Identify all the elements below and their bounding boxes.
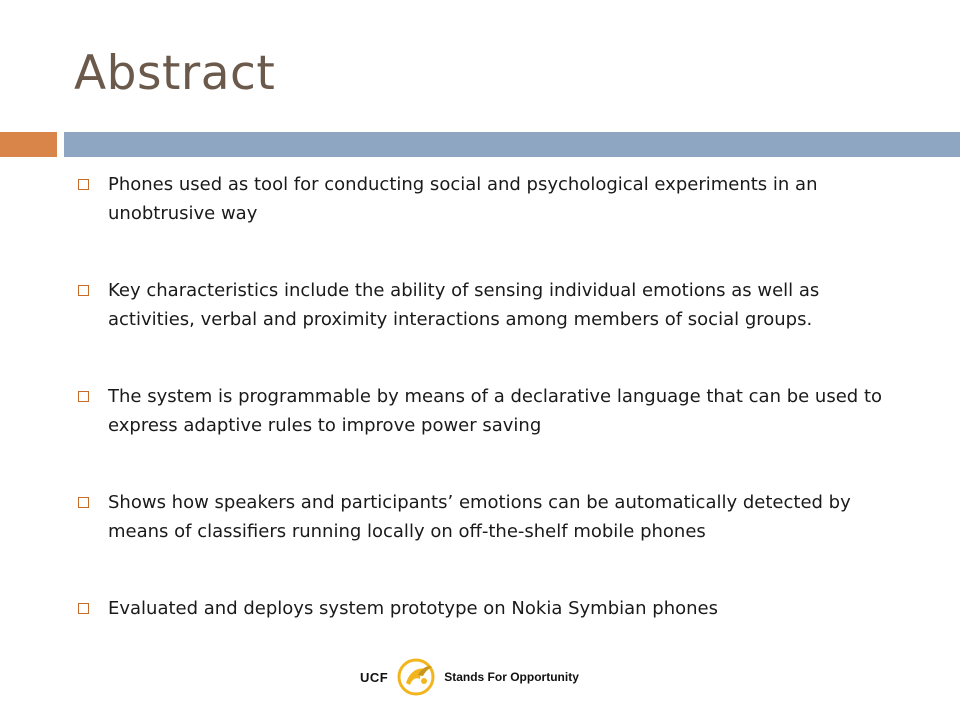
- square-bullet-icon: [78, 603, 89, 614]
- accent-bar-blue: [64, 132, 960, 157]
- bullet-list: [76, 170, 896, 671]
- pegasus-logo-icon: [396, 657, 436, 697]
- footer-org: UCF: [360, 669, 389, 685]
- square-bullet-icon: [78, 497, 89, 508]
- bullet-text: Evaluated and deploys system prototype on Nokia Symbian phones: [108, 598, 718, 619]
- bullet-text: Shows how speakers and participants’ emotions can be automatically detected by means of classifiers running locally on off-the-shelf mobile phones: [108, 492, 851, 542]
- bullet-text: Phones used as tool for conducting social and psychological experiments in an unobtrusive way: [108, 174, 818, 224]
- bullet-item: [76, 170, 896, 228]
- bullet-text: Key characteristics include the ability of sensing individual emotions as well as activities, verbal and proximity interactions among members of social groups.: [108, 280, 820, 330]
- square-bullet-icon: [78, 285, 89, 296]
- accent-bar-orange: [0, 132, 57, 157]
- slide-title: Abstract: [74, 46, 276, 101]
- footer-branding: [360, 652, 579, 702]
- bullet-item: [76, 276, 896, 334]
- square-bullet-icon: [78, 179, 89, 190]
- footer-tagline: Stands For Opportunity: [444, 670, 579, 684]
- bullet-item: [76, 382, 896, 440]
- bullet-text: The system is programmable by means of a declarative language that can be used to express adaptive rules to improve power saving: [108, 386, 883, 436]
- bullet-item: [76, 488, 896, 546]
- bullet-item: [76, 594, 896, 623]
- square-bullet-icon: [78, 391, 89, 402]
